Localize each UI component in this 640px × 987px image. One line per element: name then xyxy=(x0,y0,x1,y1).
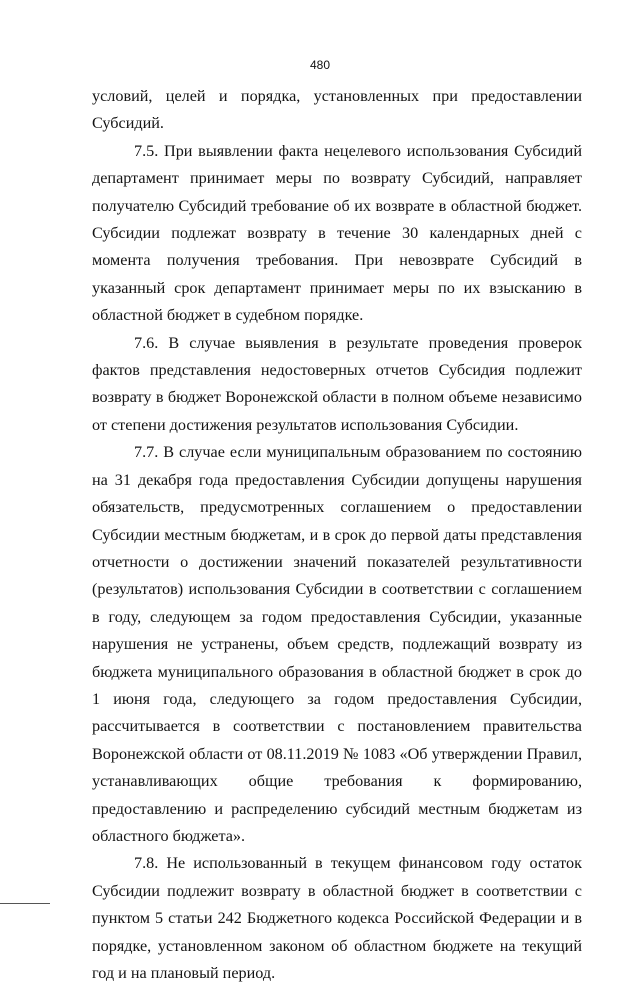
page-number: 480 xyxy=(309,58,331,72)
paragraph-7-6: 7.6. В случае выявления в результате проведения проверок фактов представления недостоверных отчетов Субсидия подлежит возврату в бюджет Воронежской области в полном объеме независимо от степени достижения результатов использования Субсидии. xyxy=(92,333,582,434)
paragraph-7-8: 7.8. Не использованный в текущем финансовом году остаток Субсидии подлежит возврату в областной бюджет в соответствии с пунктом 5 статьи 242 Бюджетного кодекса Российской Федерации и в порядке, установленном законом об областном бюджете на текущий год и на плановый период. xyxy=(92,854,582,982)
document-body xyxy=(92,83,582,987)
paragraph-continuation: условий, целей и порядка, установленных при предоставлении Субсидий. xyxy=(92,87,582,133)
scan-edge-line xyxy=(0,903,50,904)
paragraph-7-7: 7.7. В случае если муниципальным образованием по состоянию на 31 декабря года предоставления Субсидии допущены нарушения обязательств, предусмотренных соглашением о предоставлении Субсидии местным бюджетам, и в срок до первой даты представления отчетности о достижении значений показателей результативности (результатов) использования Субсидии в соответствии с соглашением в году, следующем за годом предоставления Субсидии, указанные нарушения не устранены, объем средств, подлежащий возврату из бюджета муниципального образования в областной бюджет в срок до 1 июня года, следующего за годом предоставления Субсидии, рассчитывается в соответствии с постановлением правительства Воронежской области от 08.11.2019 № 1083 «Об утверждении Правил, устанавливающих общие требования к формированию, предоставлению и распределению субсидий местным бюджетам из областного бюджета». xyxy=(92,443,582,845)
paragraph-7-5: 7.5. При выявлении факта нецелевого использования Субсидий департамент принимает меры по возврату Субсидий, направляет получателю Субсидий требование об их возврате в областной бюджет. Субсидии подлежат возврату в течение 30 календарных дней с момента получения требования. При невозврате Субсидий в указанный срок департамент принимает меры по их взысканию в областной бюджет в судебном порядке. xyxy=(92,141,582,325)
